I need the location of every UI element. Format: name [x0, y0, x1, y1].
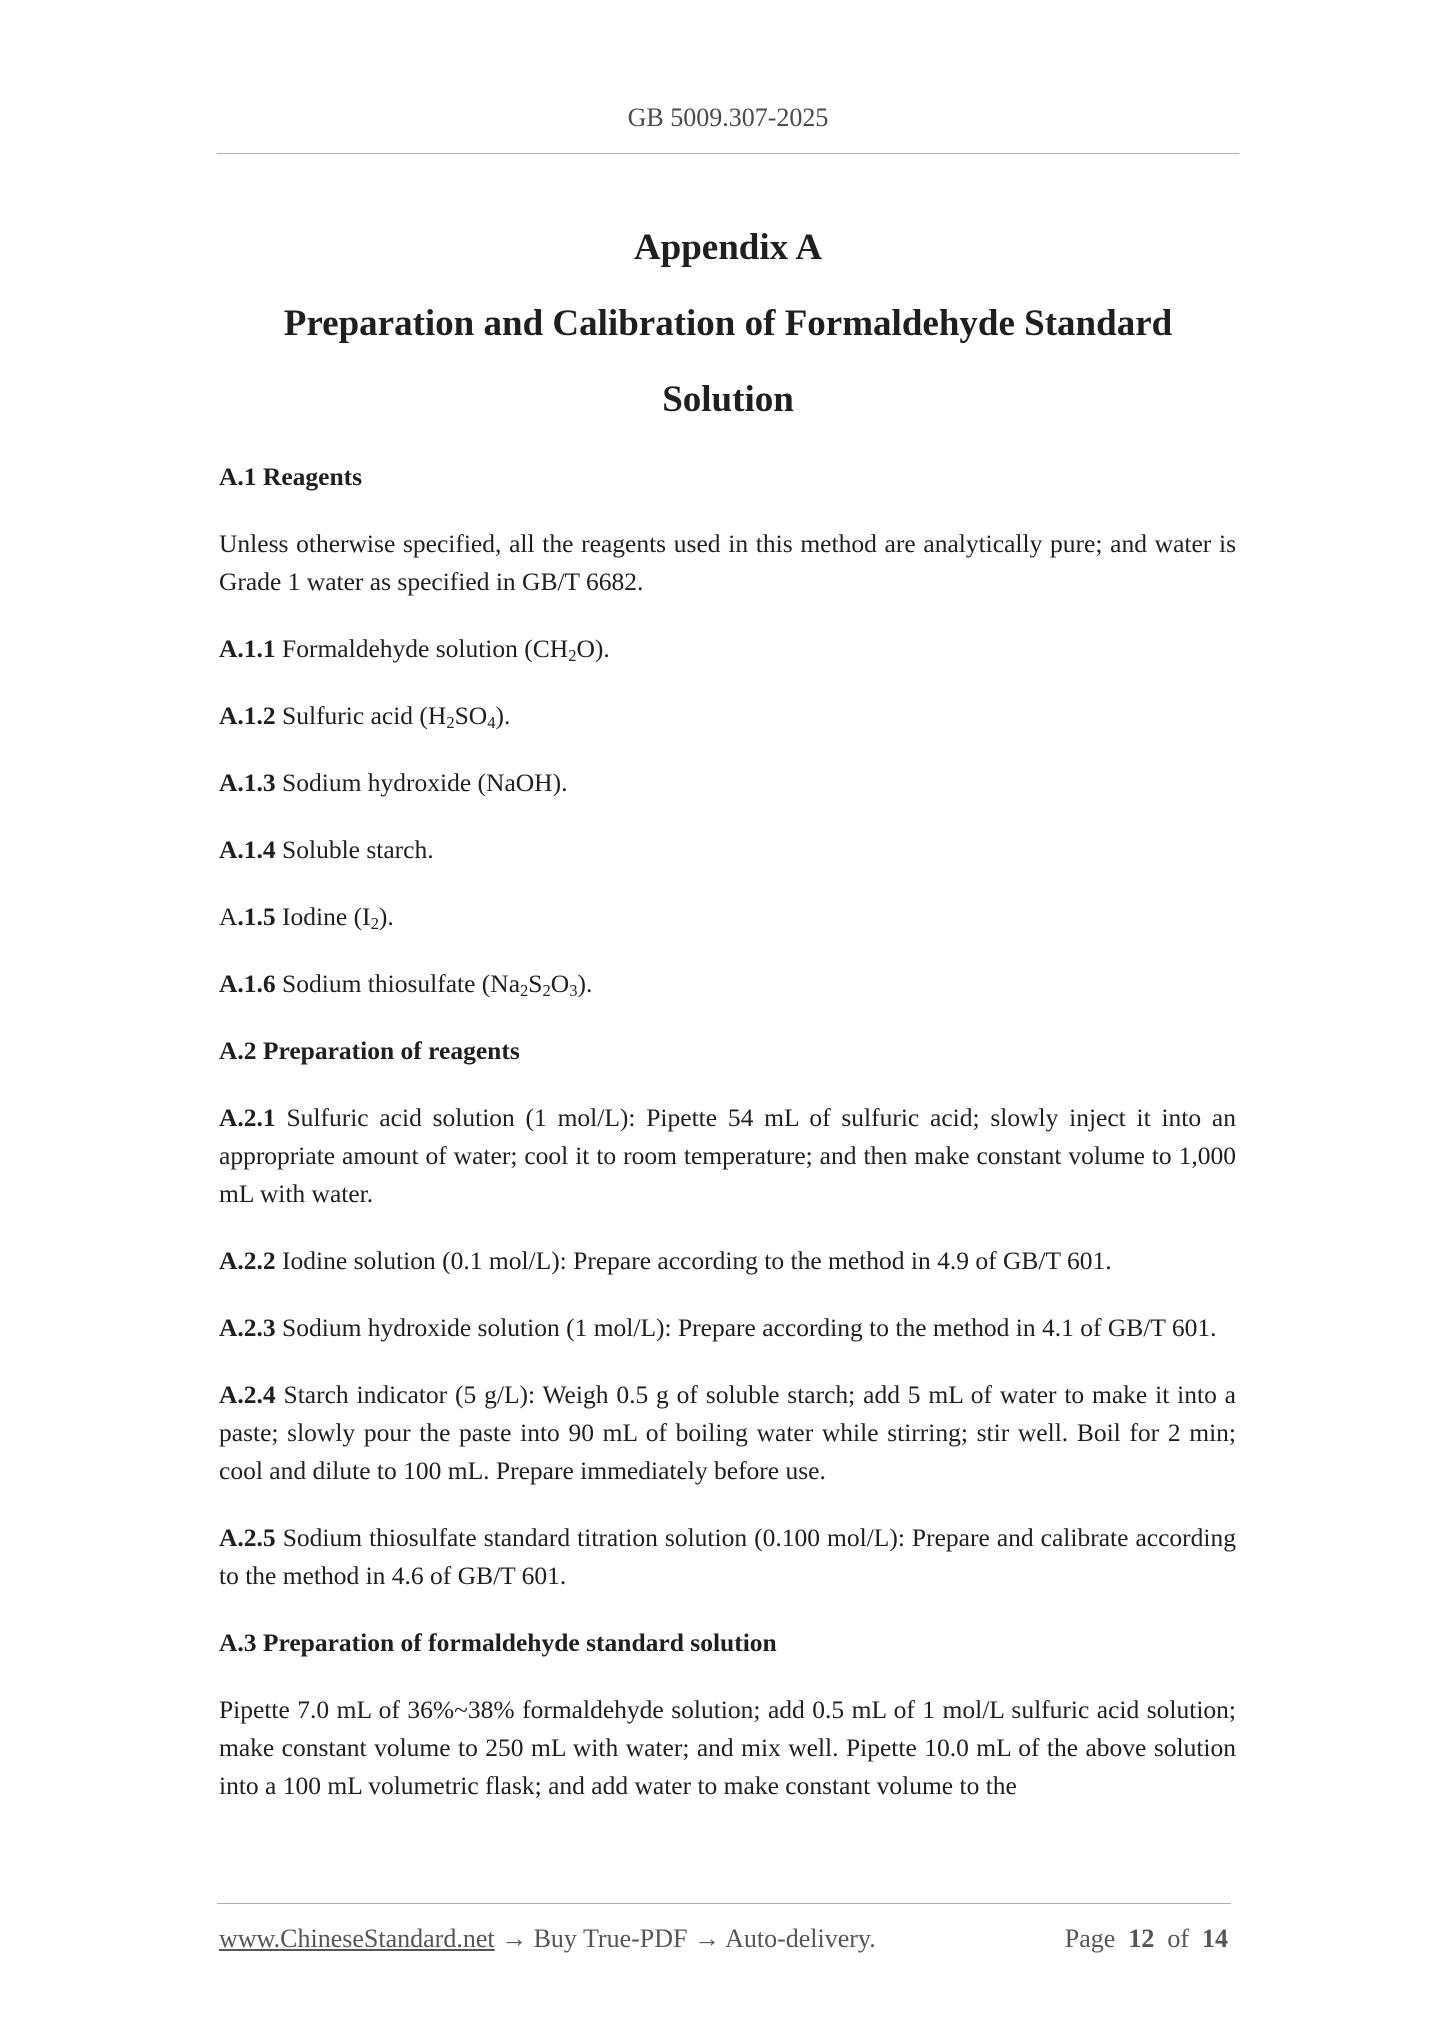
- title-line-1: Appendix A: [633, 227, 823, 268]
- section-heading-a3: A.3 Preparation of formaldehyde standard solution: [219, 1628, 777, 1657]
- paragraph-a1-intro: Unless otherwise specified, all the reagents used in this method are analytically pure; and water is Grade 1 water as specified in GB/T 6682.: [219, 529, 1236, 596]
- footer-promo: [219, 1924, 876, 1954]
- clause-number: A.2.1: [219, 1103, 276, 1132]
- delivery-text: Auto-delivery.: [725, 1924, 876, 1953]
- of-label: of: [1167, 1924, 1189, 1953]
- clause-number: .1.5: [237, 902, 276, 931]
- page-indicator: [1065, 1924, 1228, 1954]
- title-line-3: Solution: [662, 379, 794, 420]
- section-heading-a1: A.1 Reagents: [219, 462, 363, 491]
- clause-a2-1: A.2.1 Sulfuric acid solution (1 mol/L): Pipette 54 mL of sulfuric acid; slowly inject it into an appropriate amount of water; cool it to room temperature; and then make constant volume to 1,000 mL with water.: [219, 1103, 1236, 1208]
- page-label: Page: [1064, 1924, 1116, 1953]
- clause-a1-4: A.1.4 Soluble starch.: [219, 835, 434, 864]
- clause-a1-3: A.1.3 Sodium hydroxide (NaOH).: [219, 768, 568, 797]
- clause-number: A.1.1: [219, 634, 276, 663]
- clause-a1-6: A.1.6 Sodium thiosulfate $(Na_2S_2O_3)$.: [219, 969, 593, 1001]
- clause-a1-1: A.1.1 Formaldehyde solution $(CH_2O)$.: [219, 634, 610, 666]
- paragraph-a3: Pipette 7.0 mL of 36%~38% formaldehyde solution; add 0.5 mL of 1 mol/L sulfuric acid solution; make constant volume to 250 mL with water; and mix well. Pipette 10.0 mL of the above solution into a 100 mL volumetric flask; and add water to make constant volume to the: [219, 1695, 1236, 1800]
- section-heading-a2: A.2 Preparation of reagents: [219, 1036, 520, 1065]
- arrow-icon: →: [494, 1924, 534, 1953]
- document-body: [219, 458, 1236, 1834]
- clause-a2-5: A.2.5 Sodium thiosulfate standard titration solution (0.100 mol/L): Prepare and calibrate according to the method in 4.6 of GB/T 601.: [219, 1523, 1236, 1590]
- footer-divider: [217, 1903, 1231, 1904]
- clause-number: A.1.2: [219, 701, 276, 730]
- clause-number: A.2.5: [219, 1523, 276, 1552]
- page-total: 14: [1202, 1924, 1228, 1953]
- clause-a1-2: A.1.2 Sulfuric acid $(H_2SO_4)$.: [219, 701, 511, 733]
- page-number: 12: [1128, 1924, 1155, 1953]
- page-header: GB 5009.307-2025: [627, 103, 829, 132]
- clause-number: A.1.6: [219, 969, 276, 998]
- buy-pdf-text: Buy True-PDF: [533, 1924, 688, 1953]
- title-line-2: Preparation and Calibration of Formaldehyde Standard: [283, 303, 1173, 344]
- arrow-icon: →: [687, 1924, 726, 1953]
- clause-a2-3: A.2.3 Sodium hydroxide solution (1 mol/L): Prepare according to the method in 4.1 of GB/T 601.: [219, 1313, 1217, 1342]
- clause-number: A.1.4: [219, 835, 276, 864]
- clause-a2-4: A.2.4 Starch indicator (5 g/L): Weigh 0.5 g of soluble starch; add 5 mL of water to make it into a paste; slowly pour the paste into 90 mL of boiling water while stirring; stir well. Boil for 2 min; cool and dilute to 100 mL. Prepare immediately before use.: [219, 1380, 1236, 1485]
- clause-a1-5: A.1.5 Iodine $(I_2)$.: [219, 902, 394, 934]
- appendix-title: [217, 210, 1239, 438]
- clause-number: A.1.3: [219, 768, 276, 797]
- clause-number: A.2.2: [219, 1246, 276, 1275]
- header-divider: [217, 153, 1239, 154]
- clause-number: A.2.4: [219, 1380, 276, 1409]
- clause-number: A.2.3: [219, 1313, 276, 1342]
- clause-a2-2: A.2.2 Iodine solution (0.1 mol/L): Prepare according to the method in 4.9 of GB/T 601.: [219, 1246, 1112, 1275]
- website-link[interactable]: www.ChineseStandard.net: [219, 1924, 495, 1953]
